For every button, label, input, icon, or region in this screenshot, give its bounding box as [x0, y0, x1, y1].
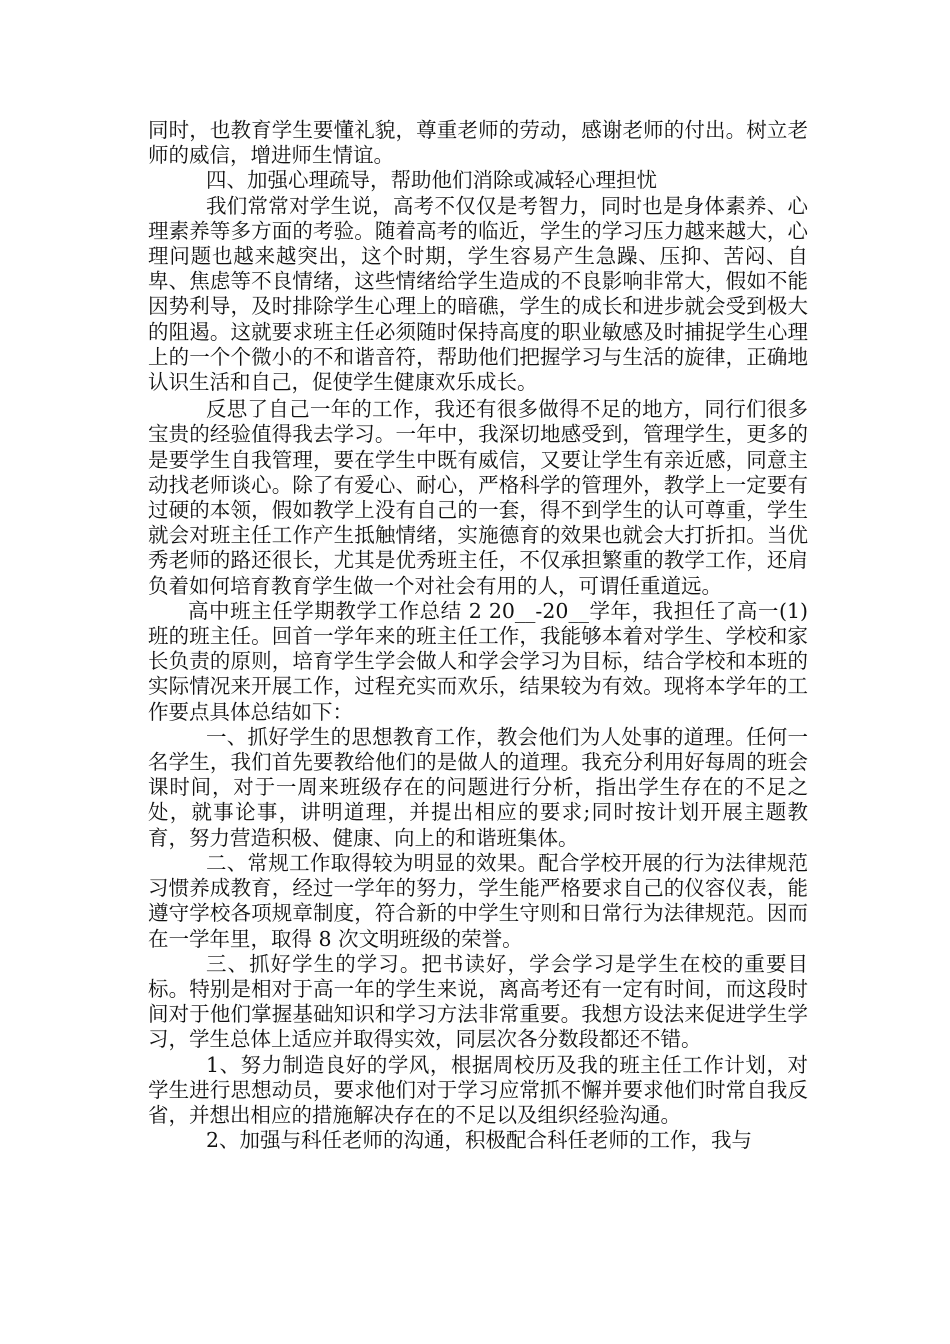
paragraph-8: 三、抓好学生的学习。把书读好，学会学习是学生在校的重要目标。特别是相对于高一年的学生来说，离高考还有一定有时间，而这段时间对于他们掌握基础知识和学习方法非常重要。我想方设法来促进学生学习，学生总体上适应并取得实效，同层次各分数段都还不错。	[148, 951, 808, 1052]
paragraph-9: 1、努力制造良好的学风，根据周校历及我的班主任工作计划，对学生进行思想动员，要求他们对于学习应常抓不懈并要求他们时常自我反省，并想出相应的措施解决存在的不足以及组织经验沟通。	[148, 1052, 808, 1127]
paragraph-5-summary-title: 高中班主任学期教学工作总结 2 20__-20__学年，我担任了高一(1)班的班主任。回首一学年来的班主任工作，我能够本着对学生、学校和家长负责的原则，培育学生学会做人和学会学习为目标，结合学校和本班的实际情况来开展工作，过程充实而欢乐，结果较为有效。现将本学年的工作要点具体总结如下：	[148, 598, 808, 724]
paragraph-2-heading: 四、加强心理疏导，帮助他们消除或减轻心理担忧	[206, 168, 657, 193]
paragraph-1: 同时，也教育学生要懂礼貌，尊重老师的劳动，感谢老师的付出。树立老师的威信，增进师生情谊。	[148, 118, 808, 168]
paragraph-4: 反思了自己一年的工作，我还有很多做得不足的地方，同行们很多宝贵的经验值得我去学习。一年中，我深切地感受到，管理学生，更多的是要学生自我管理，要在学生中既有威信，又要让学生有亲近感，同意主动找老师谈心。除了有爱心、耐心，严格科学的管理外，教学上一定要有过硬的本领，假如教学上没有自己的一套，得不到学生的认可尊重，学生就会对班主任工作产生抵触情绪，实施德育的效果也就会大打折扣。当优秀老师的路还很长，尤其是优秀班主任，不仅承担繁重的教学工作，还肩负着如何培育教育学生做一个对社会有用的人，可谓任重道远。	[148, 397, 808, 598]
paragraph-10: 2、加强与科任老师的沟通，积极配合科任老师的工作，我与	[206, 1128, 753, 1153]
paragraph-7: 二、常规工作取得较为明显的效果。配合学校开展的行为法律规范习惯养成教育，经过一学年的努力，学生能严格要求自己的仪容仪表，能遵守学校各项规章制度，符合新的中学生守则和日常行为法律规范。因而在一学年里，取得 8 次文明班级的荣誉。	[148, 850, 808, 951]
document-page	[148, 118, 808, 1153]
paragraph-3: 我们常常对学生说，高考不仅仅是考智力，同时也是身体素养、心理素养等多方面的考验。随着高考的临近，学生的学习压力越来越大，心理问题也越来越突出，这个时期，学生容易产生急躁、压抑、苦闷、自卑、焦虑等不良情绪，这些情绪给学生造成的不良影响非常大，假如不能因势利导，及时排除学生心理上的暗礁，学生的成长和进步就会受到极大的阻遏。这就要求班主任必须随时保持高度的职业敏感及时捕捉学生心理上的一个个微小的不和谐音符，帮助他们把握学习与生活的旋律，正确地认识生活和自己，促使学生健康欢乐成长。	[148, 193, 808, 395]
paragraph-6: 一、抓好学生的思想教育工作，教会他们为人处事的道理。任何一名学生，我们首先要教给他们的是做人的道理。我充分利用好每周的班会课时间，对于一周来班级存在的问题进行分析，指出学生存在的不足之处，就事论事，讲明道理，并提出相应的要求;同时按计划开展主题教育，努力营造积极、健康、向上的和谐班集体。	[148, 724, 808, 850]
